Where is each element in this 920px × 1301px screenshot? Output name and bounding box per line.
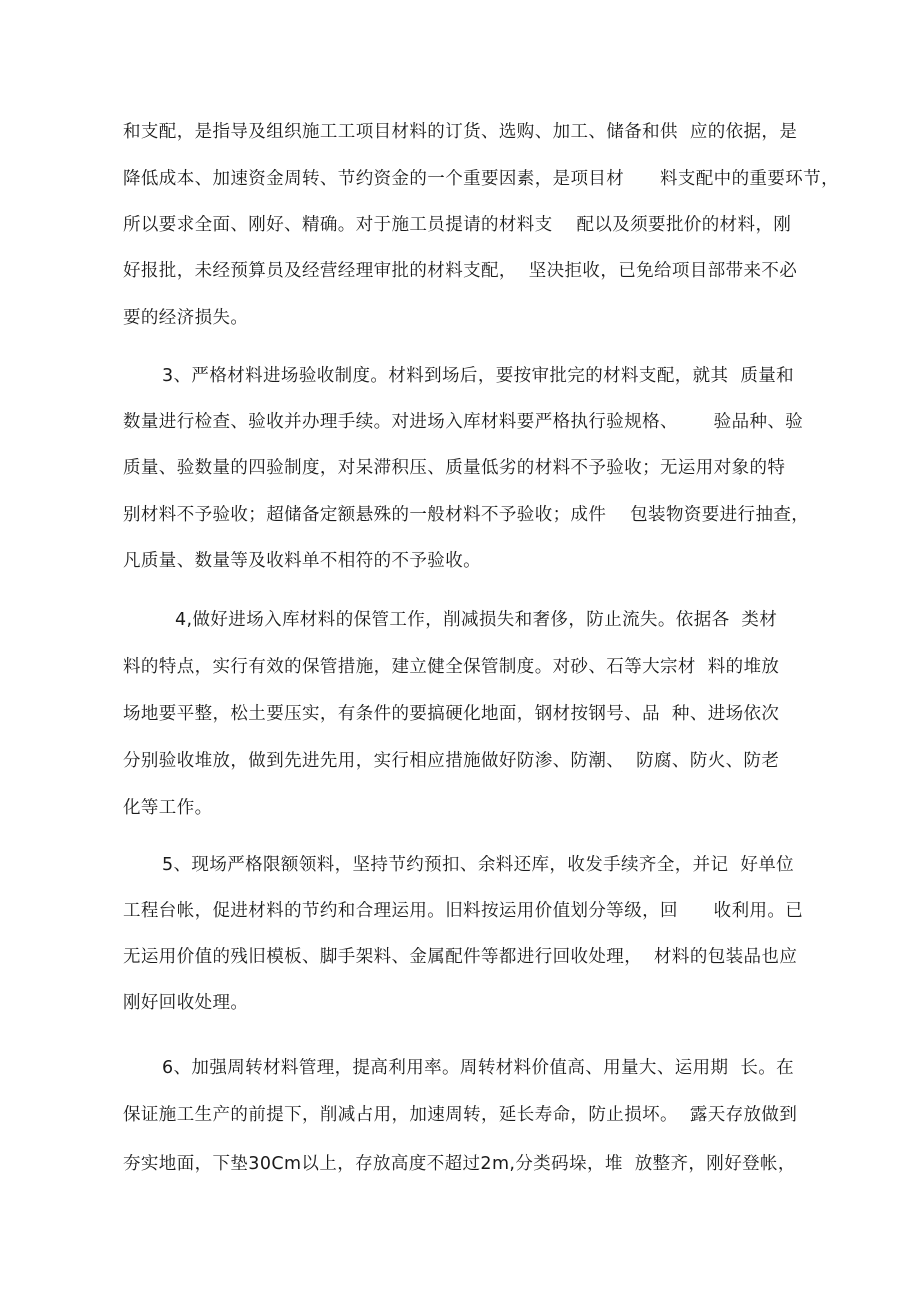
paragraph-2-line-4: 别材料不予验收；超储备定额悬殊的一般材料不予验收；成件 包装物资要进行抽查，: [123, 505, 810, 525]
paragraph-4-line-3: 无运用价值的残旧模板、脚手架料、金属配件等都进行回收处理， 材料的包装品也应: [123, 947, 798, 967]
paragraph-3-line-4: 分别验收堆放，做到先进先用，实行相应措施做好防渗、防潮、 防腐、防火、防老: [123, 751, 780, 771]
paragraph-2-line-3: 质量、验数量的四验制度，对呆滞积压、质量低劣的材料不予验收；无运用对象的特: [123, 458, 786, 478]
paragraph-3-line-5: 化等工作。: [123, 798, 213, 818]
paragraph-4-line-4: 刚好回收处理。: [123, 993, 249, 1013]
paragraph-1-line-5: 要的经济损失。: [123, 308, 249, 328]
paragraph-1-line-2: 降低成本、加速资金周转、节约资金的一个重要因素，是项目材 料支配中的重要环节，: [123, 169, 839, 189]
paragraph-3-line-1: 4,做好进场入库材料的保管工作，削减损失和奢侈，防止流失。依据各 类材: [175, 610, 778, 630]
paragraph-5-line-1: 6、加强周转材料管理，提高利用率。周转材料价值高、用量大、运用期 长。在: [162, 1058, 795, 1078]
paragraph-4-line-2: 工程台帐，促进材料的节约和合理运用。旧料按运用价值划分等级，回 收利用。已: [123, 901, 804, 921]
paragraph-1-line-1: 和支配，是指导及组织施工工项目材料的订货、选购、加工、储备和供 应的依据，是: [123, 122, 798, 142]
paragraph-2-line-5: 凡质量、数量等及收料单不相符的不予验收。: [123, 551, 481, 571]
paragraph-5-line-3: 夯实地面，下垫30Cm以上，存放高度不超过2m,分类码垛，堆 放整齐，刚好登帐，: [123, 1154, 796, 1174]
paragraph-2-line-1: 3、严格材料进场验收制度。材料到场后，要按审批完的材料支配，就其 质量和: [162, 366, 795, 386]
paragraph-1-line-4: 好报批，未经预算员及经营经理审批的材料支配， 坚决拒收，已免给项目部带来不必: [123, 261, 798, 281]
paragraph-1-line-3: 所以要求全面、刚好、精确。对于施工员提请的材料支 配以及须要批价的材料，刚: [123, 215, 792, 235]
paragraph-3-line-2: 料的特点，实行有效的保管措施，建立健全保管制度。对砂、石等大宗材 料的堆放: [123, 657, 780, 677]
paragraph-5-line-2: 保证施工生产的前提下，削减占用，加速周转，延长寿命，防止损坏。 露天存放做到: [123, 1105, 798, 1125]
paragraph-3-line-3: 场地要平整，松土要压实，有条件的要搞硬化地面，钢材按钢号、品 种、进场依次: [123, 704, 780, 724]
paragraph-4-line-1: 5、现场严格限额领料，坚持节约预扣、余料还库，收发手续齐全，并记 好单位: [162, 855, 795, 875]
paragraph-2-line-2: 数量进行检查、验收并办理手续。对进场入库材料要严格执行验规格、 验品种、验: [123, 412, 804, 432]
